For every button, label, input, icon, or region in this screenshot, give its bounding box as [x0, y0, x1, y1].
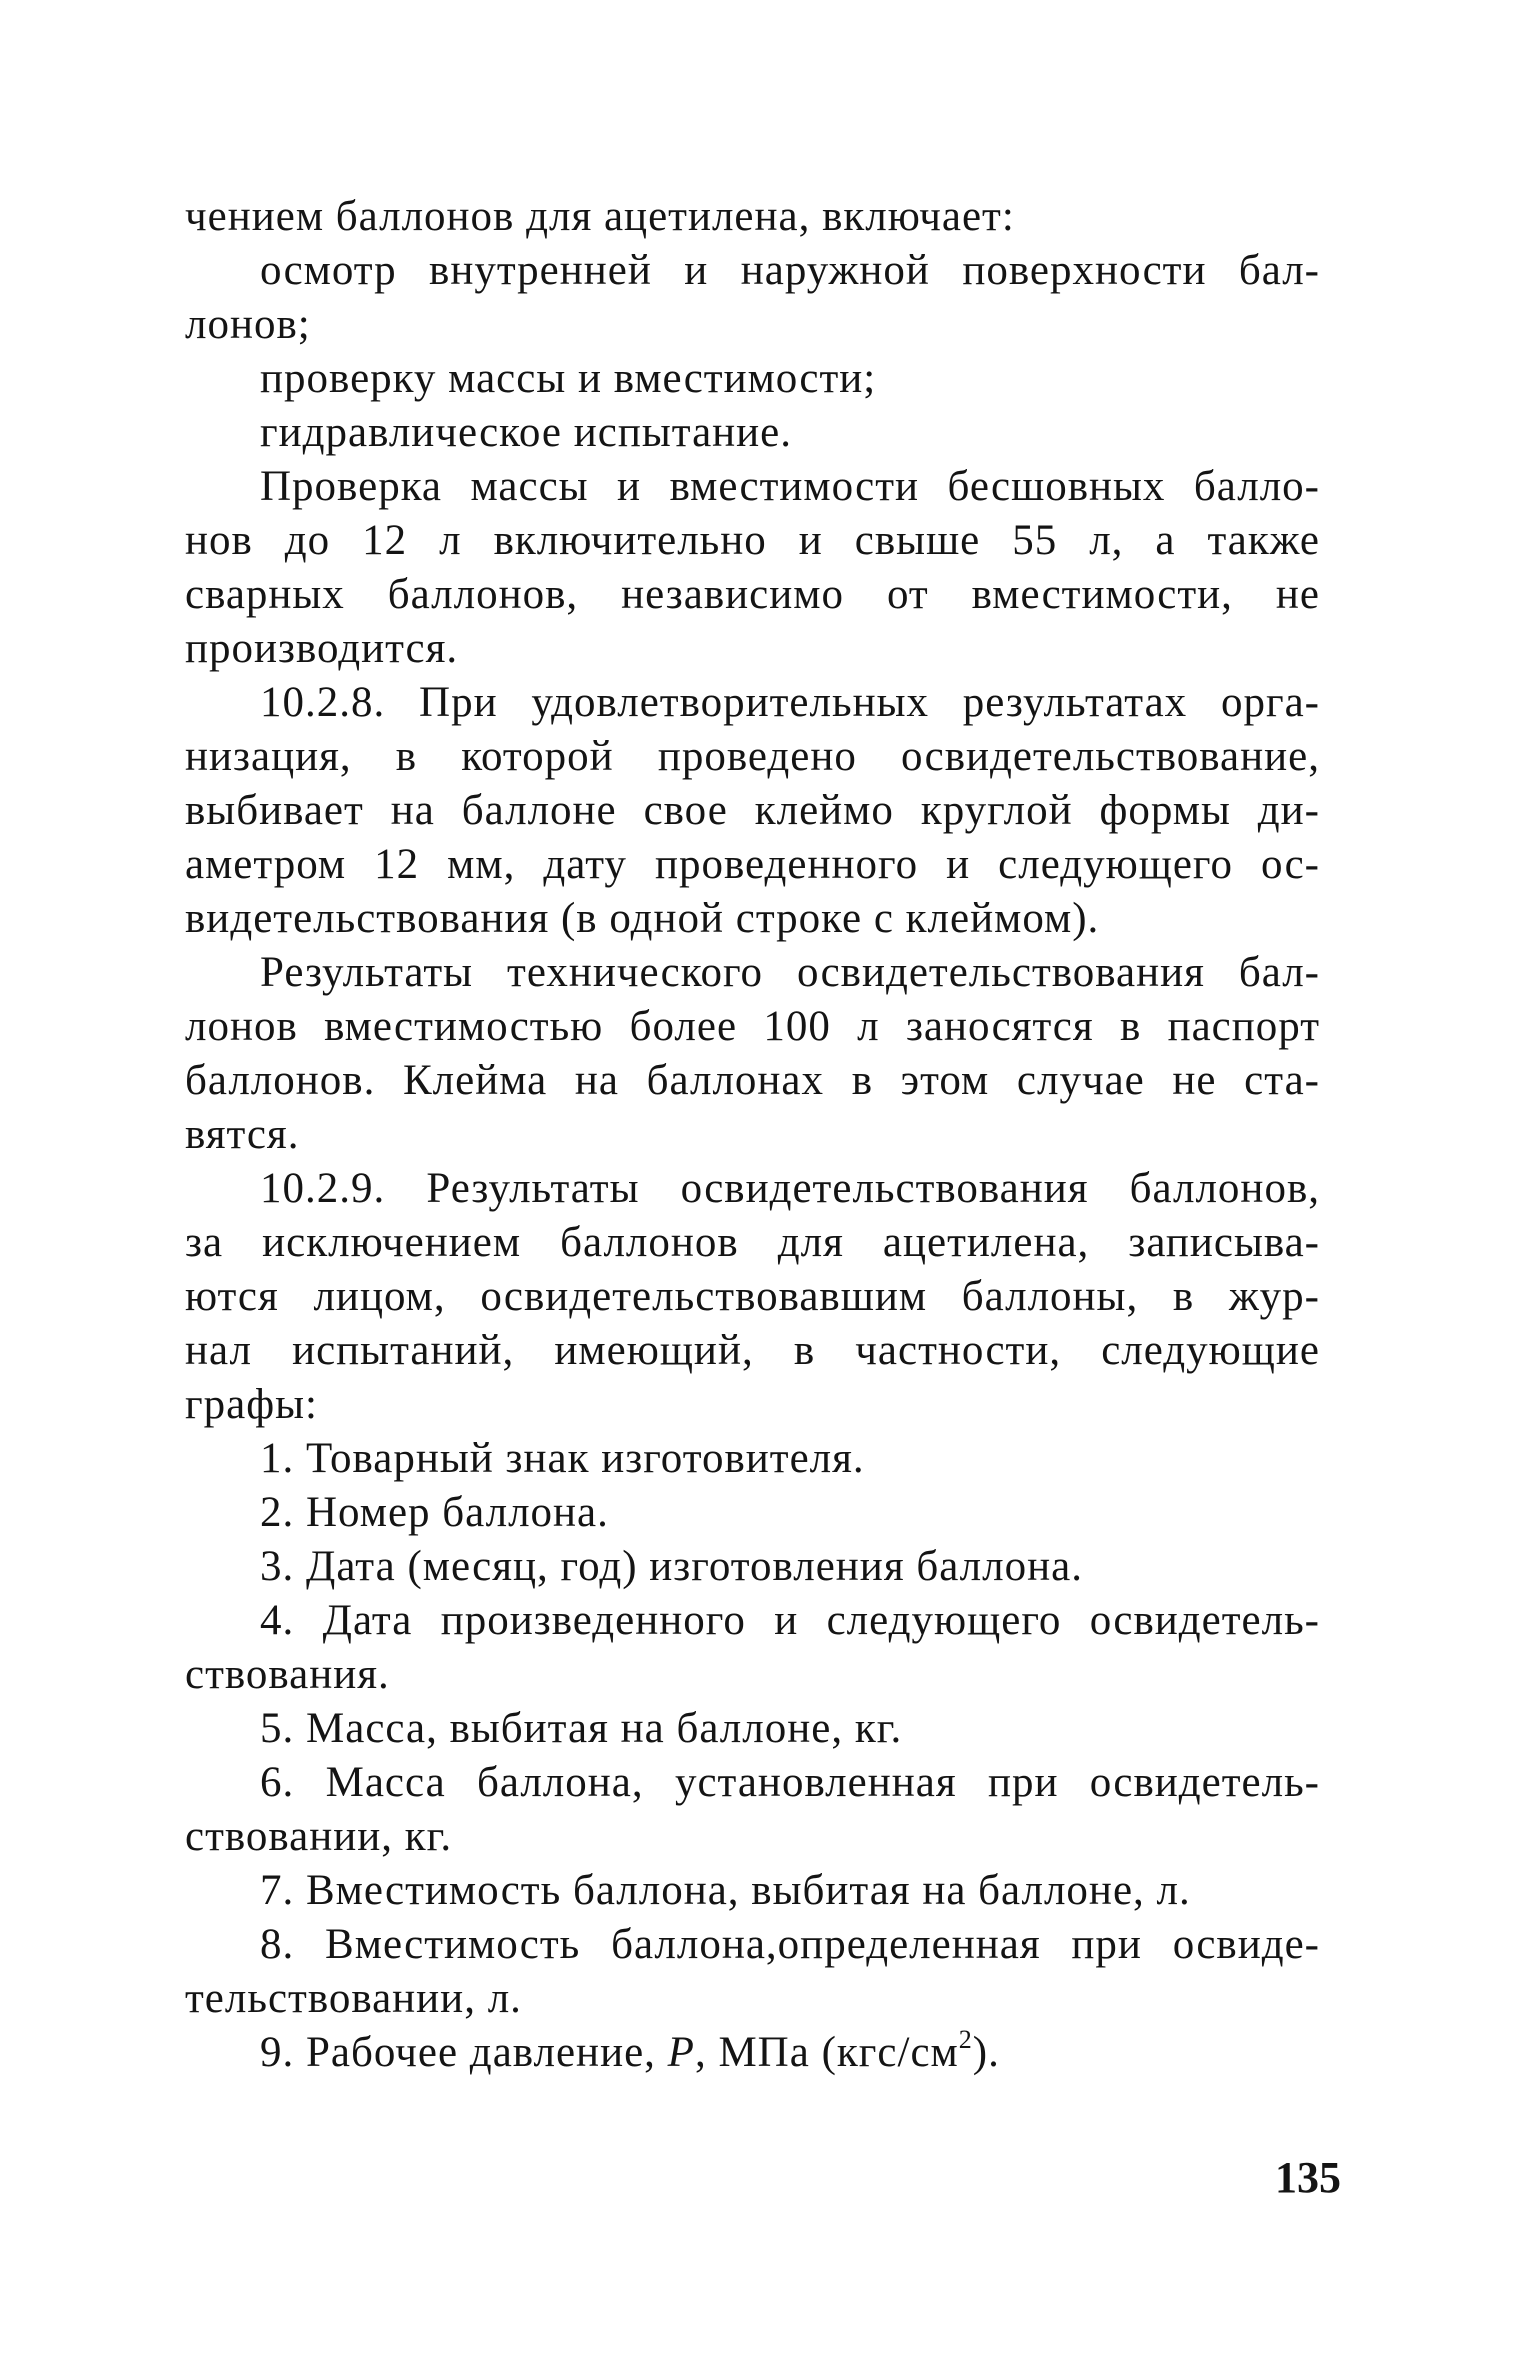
text-line: за исключением баллонов для ацетилена, записыва-: [185, 1219, 1320, 1266]
page-number: 135: [1275, 2153, 1341, 2202]
text-line: лонов;: [185, 301, 311, 348]
text-line: нов до 12 л включительно и свыше 55 л, а также: [185, 517, 1320, 564]
text-line: баллонов. Клейма на баллонах в этом случае не ста-: [185, 1057, 1320, 1104]
text-line: осмотр внутренней и наружной поверхности бал-: [260, 247, 1320, 294]
text-line: лонов вместимостью более 100 л заносятся в паспорт: [185, 1003, 1320, 1050]
text-line: выбивает на баллоне свое клеймо круглой формы ди-: [185, 787, 1320, 834]
text-line: 6. Масса баллона, установленная при освидетель-: [260, 1759, 1320, 1806]
text-line: ствования.: [185, 1651, 390, 1698]
text-line: 1. Товарный знак изготовителя.: [260, 1435, 865, 1482]
text-line: ются лицом, освидетельствовавшим баллоны, в жур-: [185, 1273, 1320, 1320]
text-flow: [185, 190, 1320, 2026]
text-line: сварных баллонов, независимо от вместимости, не: [185, 571, 1320, 618]
pressure-label: 9. Рабочее давление,: [260, 2029, 668, 2076]
text-line: аметром 12 мм, дату проведенного и следующего ос-: [185, 841, 1320, 888]
text-line: 4. Дата произведенного и следующего освидетель-: [260, 1597, 1320, 1644]
text-line: 10.2.9. Результаты освидетельствования баллонов,: [260, 1165, 1320, 1212]
text-line: 10.2.8. При удовлетворительных результатах орга-: [260, 679, 1320, 726]
pressure-unit-close: ).: [972, 2029, 1000, 2076]
pressure-symbol: P: [667, 2029, 695, 2076]
text-line: вятся.: [185, 1111, 300, 1158]
text-line: Проверка массы и вместимости бесшовных балло-: [260, 463, 1320, 510]
text-line: 3. Дата (месяц, год) изготовления баллона.: [260, 1543, 1083, 1590]
text-line: производится.: [185, 625, 459, 672]
text-line: Результаты технического освидетельствования бал-: [260, 949, 1320, 996]
text-line: 8. Вместимость баллона,определенная при освиде-: [260, 1921, 1320, 1968]
text-line: 5. Масса, выбитая на баллоне, кг.: [260, 1705, 903, 1752]
text-line: тельствовании, л.: [185, 1975, 522, 2022]
text-line: 7. Вместимость баллона, выбитая на баллоне, л.: [260, 1867, 1191, 1914]
text-line: нал испытаний, имеющий, в частности, следующие: [185, 1327, 1320, 1374]
text-line: чением баллонов для ацетилена, включает:: [185, 193, 1015, 240]
list-item-working-pressure: [185, 2026, 1320, 2080]
text-line: 2. Номер баллона.: [260, 1489, 609, 1536]
text-line: графы:: [185, 1381, 318, 1428]
text-line: проверку массы и вместимости;: [260, 355, 877, 402]
page-body: [185, 190, 1320, 2080]
text-line: видетельствования (в одной строке с клеймом).: [185, 895, 1100, 942]
pressure-unit-exponent: 2: [958, 2025, 973, 2054]
text-line: низация, в которой проведено освидетельствование,: [185, 733, 1320, 780]
text-line: гидравлическое испытание.: [260, 409, 793, 456]
pressure-unit: , МПа (кгс/см: [694, 2029, 959, 2076]
text-line: ствовании, кг.: [185, 1813, 453, 1860]
